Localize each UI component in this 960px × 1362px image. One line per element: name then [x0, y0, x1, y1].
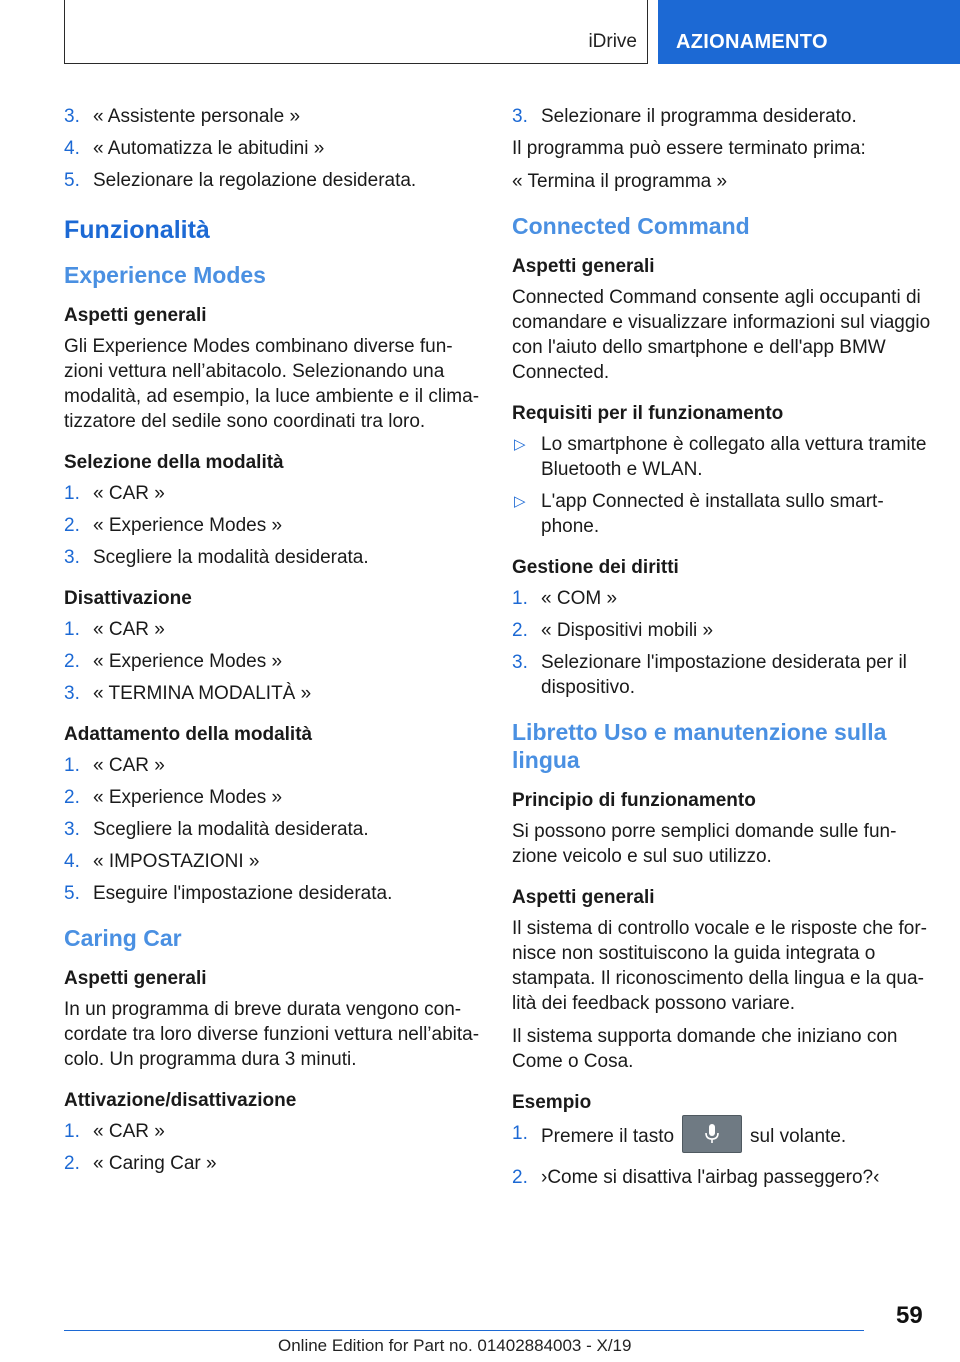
activation-steps [64, 1119, 482, 1176]
subheading-principio: Principio di funzionamento [512, 790, 756, 811]
right-column [512, 104, 932, 1197]
caring-car-text: In un programma di breve durata vengono con-cordate tra loro diverse funzioni vettura nell’abita-colo. Un programma dura 3 minuti. [64, 999, 480, 1070]
requirements-list [512, 432, 932, 539]
subheading-gestione-diritti: Gestione dei diritti [512, 557, 679, 578]
footer-divider [64, 1330, 864, 1331]
list-item: 3. Scegliere la modalità desiderata. [64, 819, 369, 840]
list-item: 2. « Caring Car » [64, 1153, 217, 1174]
list-item: 1. « CAR » [64, 755, 165, 776]
subheading-attivazione: Attivazione/disattivazione [64, 1090, 297, 1111]
deactivation-steps [64, 617, 482, 706]
selection-steps [64, 481, 482, 570]
header-chapter-label: AZIONAMENTO [676, 31, 828, 53]
list-item: 5. Selezionare la regolazione desiderata. [64, 170, 417, 191]
list-item: ▷ L'app Connected è installata sullo smart-phone. [514, 491, 884, 537]
list-item: 2. « Experience Modes » [64, 787, 283, 808]
adaptation-steps [64, 753, 482, 906]
list-item: 3. Scegliere la modalità desiderata. [64, 547, 369, 568]
list-item: 2. « Experience Modes » [64, 651, 283, 672]
list-item: 5. Eseguire l'impostazione desiderata. [64, 883, 393, 904]
subheading-aspetti-generali-cc: Aspetti generali [512, 256, 655, 277]
footer-edition: Online Edition for Part no. 01402884003 - X/19 [278, 1336, 632, 1355]
list-item: 3. Selezionare il programma desiderato. [512, 106, 857, 127]
list-item: 3. Selezionare l'impostazione desiderata per il dispositivo. [512, 652, 907, 698]
list-item: 3. « Assistente personale » [64, 106, 301, 127]
list-item: 4. « Automatizza le abitudini » [64, 138, 325, 159]
subheading-esempio: Esempio [512, 1092, 592, 1113]
list-item: 1. « CAR » [64, 1121, 165, 1142]
heading-experience-modes: Experience Modes [64, 262, 266, 288]
example-steps [512, 1121, 932, 1190]
list-item: 1. « CAR » [64, 619, 165, 640]
subheading-adattamento: Adattamento della modalità [64, 724, 313, 745]
end-program-text: Il programma può essere terminato prima: [512, 138, 866, 159]
subheading-selezione: Selezione della modalità [64, 452, 284, 473]
heading-connected-command: Connected Command [512, 213, 750, 239]
list-item: 1. Premere il tasto sul volante. [512, 1121, 932, 1153]
left-column [64, 104, 482, 1183]
microphone-icon [705, 1124, 719, 1144]
list-item: 2. ›Come si disattiva l'airbag passeggero?‹ [512, 1167, 880, 1188]
list-item: 2. « Dispositivi mobili » [512, 620, 714, 641]
principio-text: Si possono porre semplici domande sulle fun-zione veicolo e sul suo utilizzo. [512, 821, 897, 867]
header-section-box [64, 0, 648, 64]
header-section-label: iDrive [588, 31, 637, 52]
end-program-command: « Termina il programma » [512, 171, 728, 192]
subheading-requisiti: Requisiti per il funzionamento [512, 403, 784, 424]
subheading-aspetti-generali: Aspetti generali [64, 305, 207, 326]
list-item: 1. « CAR » [64, 483, 165, 504]
header-chapter-tab [658, 0, 960, 64]
rights-steps [512, 586, 932, 700]
triangle-bullet-icon: ▷ [514, 493, 526, 510]
intro-steps [64, 104, 482, 193]
list-item: ▷ Lo smartphone è collegato alla vettura tramite Bluetooth e WLAN. [514, 434, 927, 480]
list-item: 2. « Experience Modes » [64, 515, 283, 536]
heading-funzionalita: Funzionalità [64, 216, 210, 244]
subheading-aspetti-generali-caring: Aspetti generali [64, 968, 207, 989]
libretto-text-2: Il sistema supporta domande che iniziano con Come o Cosa. [512, 1026, 898, 1072]
list-item: 4. « IMPOSTAZIONI » [64, 851, 260, 872]
voice-key-button [682, 1115, 742, 1153]
triangle-bullet-icon: ▷ [514, 436, 526, 453]
heading-caring-car: Caring Car [64, 925, 182, 951]
program-step [512, 104, 932, 129]
connected-command-text: Connected Command consente agli occupanti di comandare e visualizzare informazioni sul viaggio con l'aiuto dello smartphone e dell'app BMW Connected. [512, 287, 931, 383]
experience-modes-text: Gli Experience Modes combinano diverse fun-zioni vettura nell’abitacolo. Selezionando una modalità, ad esempio, la luce ambiente e il clima-tizzatore del sedile sono coordinati tra loro. [64, 336, 480, 432]
page-number: 59 [896, 1302, 923, 1329]
list-item: 3. « TERMINA MODALITÀ » [64, 683, 312, 704]
heading-libretto: Libretto Uso e manutenzione sulla lingua [512, 719, 887, 773]
subheading-aspetti-generali-libretto: Aspetti generali [512, 887, 655, 908]
subheading-disattivazione: Disattivazione [64, 588, 192, 609]
list-item: 1. « COM » [512, 588, 618, 609]
libretto-text-1: Il sistema di controllo vocale e le risposte che for-nisce non sostituiscono la guida integrata o stampata. Il riconoscimento della lingua e la qua-lità dei feedback possono variare. [512, 918, 928, 1014]
